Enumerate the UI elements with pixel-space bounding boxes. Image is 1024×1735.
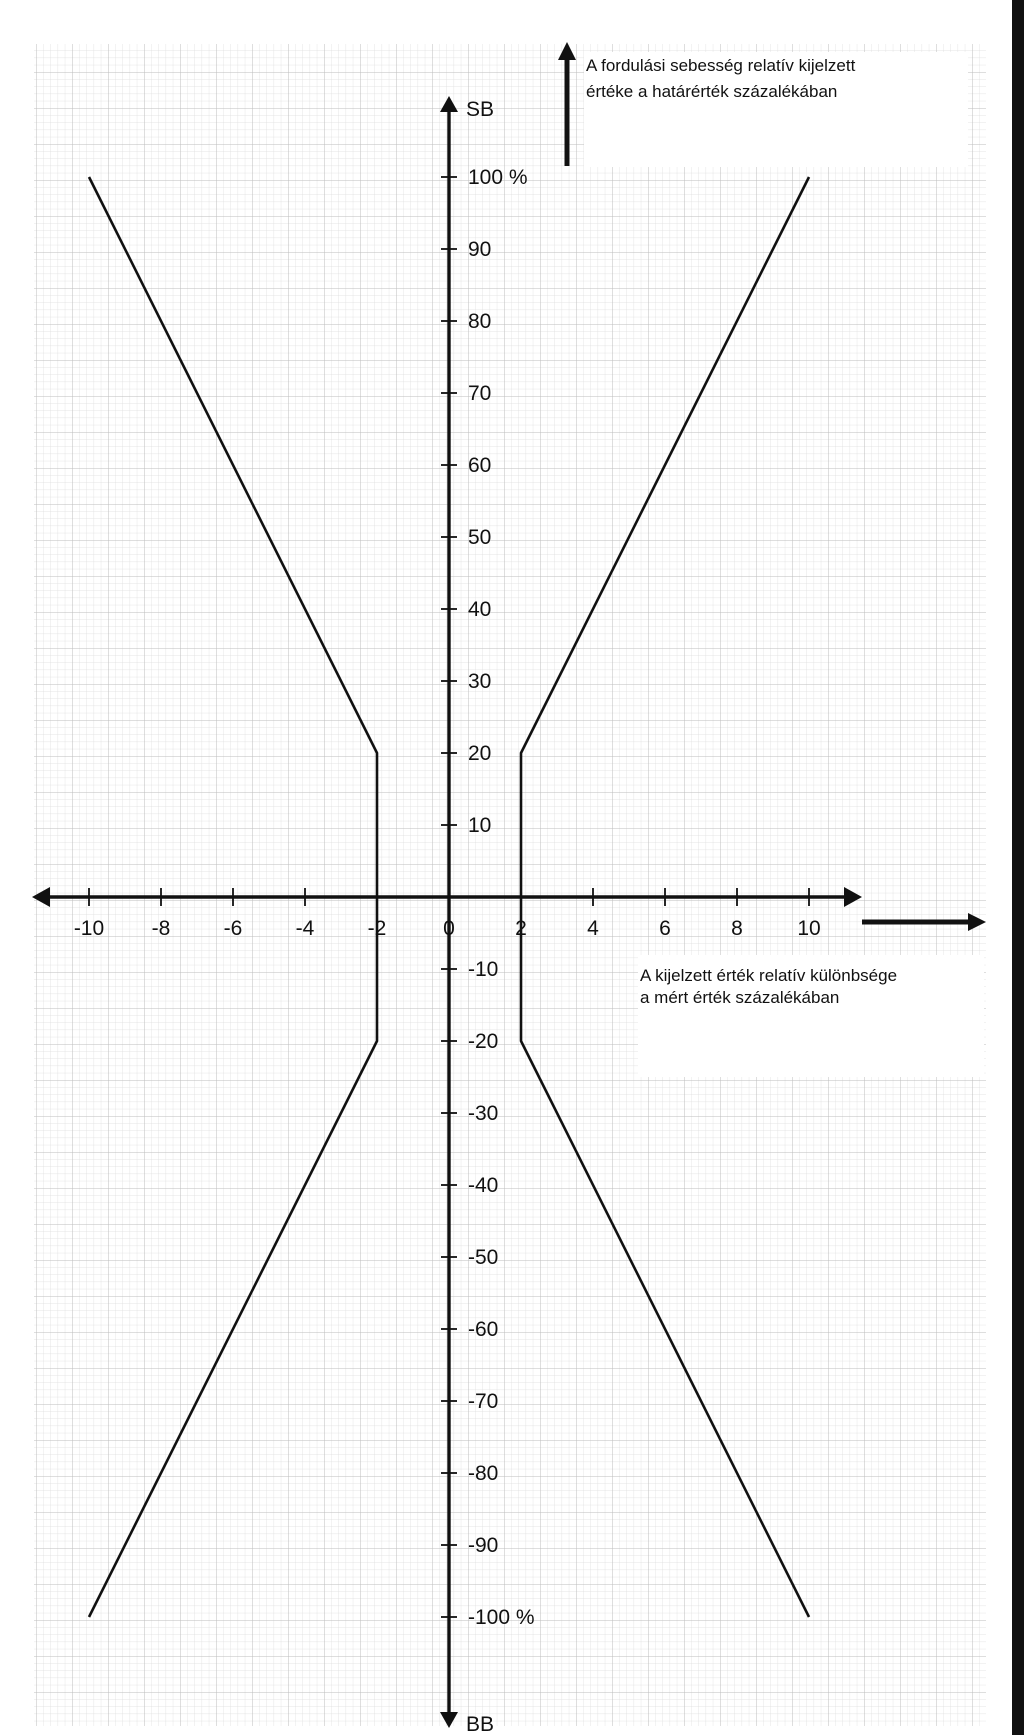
x-tick-label: -6 xyxy=(223,917,243,940)
x-tick-label: -10 xyxy=(73,917,105,940)
y-tick-label: 100 % xyxy=(468,166,528,189)
grid-background xyxy=(34,44,986,1726)
y-tick-label: 40 xyxy=(468,598,492,621)
x-tick-label: -2 xyxy=(367,917,387,940)
y-tick-label: 60 xyxy=(468,454,492,477)
y-tick-label: 30 xyxy=(468,670,492,693)
y-tick-label: 70 xyxy=(468,382,492,405)
bottom-axis-label: BB xyxy=(466,1713,495,1735)
y-tick-label: -70 xyxy=(468,1390,499,1413)
y-tick-label: 80 xyxy=(468,310,492,333)
y-tick-label: 10 xyxy=(468,814,492,837)
y-axis-note-line-2: értéke a határérték százalékában xyxy=(586,82,838,101)
y-tick-label: -20 xyxy=(468,1030,499,1053)
y-tick-label: -10 xyxy=(468,958,499,981)
x-tick-label: 2 xyxy=(515,917,527,940)
x-tick-label: -8 xyxy=(151,917,171,940)
y-tick-label: -50 xyxy=(468,1246,499,1269)
x-axis-note-line-2: a mért érték százalékában xyxy=(640,988,840,1007)
x-tick-label: 10 xyxy=(797,917,821,940)
y-tick-label: -90 xyxy=(468,1534,499,1557)
y-axis-note-line-1: A fordulási sebesség relatív kijelzett xyxy=(586,56,856,75)
top-axis-label: SB xyxy=(466,98,495,121)
y-tick-label: -40 xyxy=(468,1174,499,1197)
y-tick-label: 90 xyxy=(468,238,492,261)
x-tick-label: -4 xyxy=(295,917,315,940)
x-tick-label: 4 xyxy=(587,917,599,940)
x-tick-label: 0 xyxy=(443,917,455,940)
y-tick-label: -60 xyxy=(468,1318,499,1341)
right-edge-bar xyxy=(1012,0,1024,1735)
x-axis-note-line-1: A kijelzett érték relatív különbsége xyxy=(640,966,898,985)
x-tick-label: 8 xyxy=(731,917,743,940)
y-tick-label: -80 xyxy=(468,1462,499,1485)
y-tick-label: -30 xyxy=(468,1102,499,1125)
y-tick-label: -100 % xyxy=(468,1606,535,1629)
y-tick-label: 20 xyxy=(468,742,492,765)
x-tick-label: 6 xyxy=(659,917,671,940)
y-tick-label: 50 xyxy=(468,526,492,549)
